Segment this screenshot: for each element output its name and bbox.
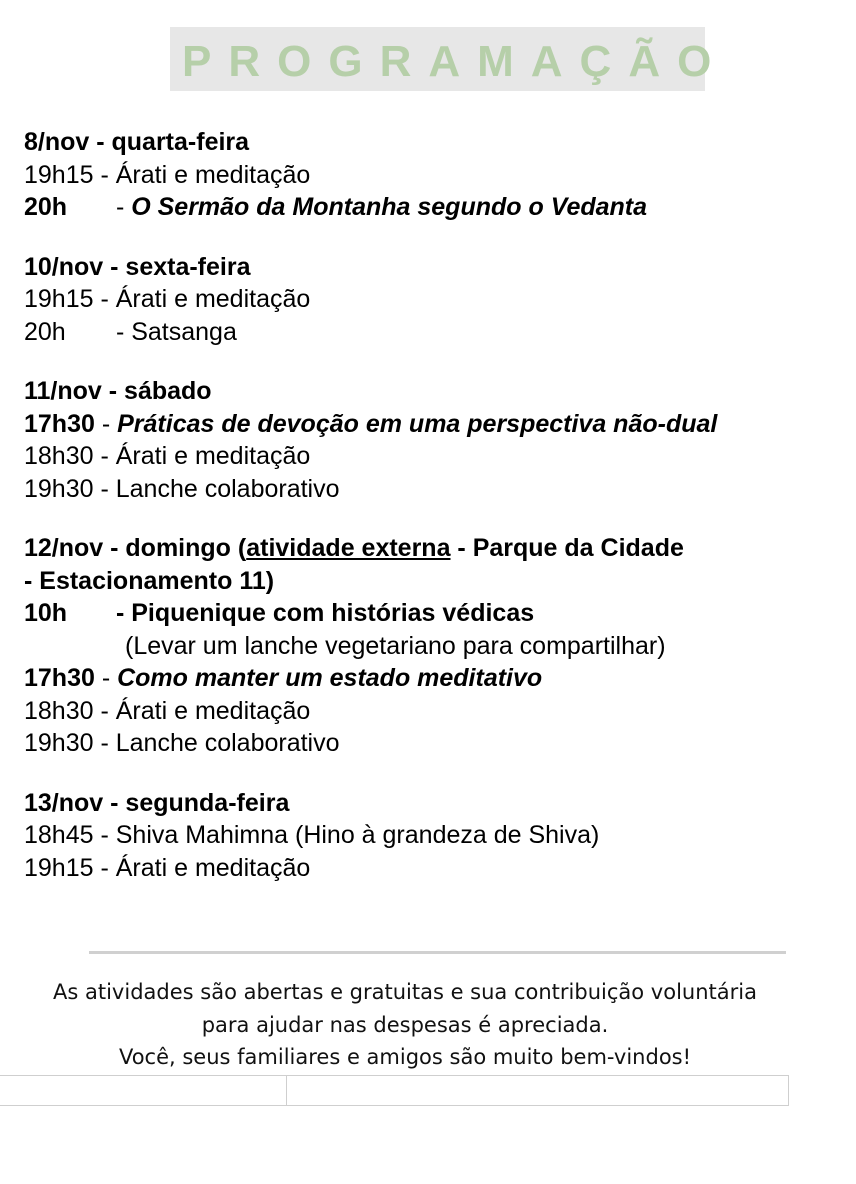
item-text: Árati e meditação: [108, 285, 311, 313]
item-text: Árati e meditação: [108, 696, 311, 725]
schedule-item: [24, 662, 824, 695]
empty-table-row: [0, 1075, 789, 1106]
item-text: Árati e meditação: [108, 853, 311, 882]
item-time: 18h30 -: [24, 442, 109, 470]
item-text: Práticas de devoção em uma perspectiva não-dual: [117, 409, 718, 438]
item-text: Árati e meditação: [108, 160, 311, 189]
day-heading-suffix: - Parque da Cidade: [450, 534, 684, 562]
schedule: [24, 126, 824, 884]
schedule-item: [24, 408, 824, 441]
item-time: 19h15 -: [24, 160, 109, 189]
item-text: Shiva Mahimna (Hino à grandeza de Shiva): [108, 821, 600, 849]
item-text: Como manter um estado meditativo: [117, 664, 543, 692]
day-heading: 8/nov - quarta-feira: [24, 128, 250, 156]
day-heading-prefix: 12/nov - domingo (: [24, 534, 247, 562]
item-time: 17h30: [24, 409, 95, 438]
item-time: 18h30 -: [24, 696, 109, 725]
day-heading-continued: - Estacionamento 11): [24, 566, 275, 595]
item-separator: -: [109, 317, 132, 346]
footer-line: Você, seus familiares e amigos são muito bem-vindos!: [118, 1045, 692, 1069]
schedule-item: [24, 852, 824, 885]
item-text: Lanche colaborativo: [108, 474, 340, 503]
title-banner: [170, 27, 729, 91]
item-separator: -: [109, 193, 132, 221]
table-cell-divider: [286, 1076, 287, 1105]
footer-note: [0, 976, 810, 1074]
item-time: 20h: [24, 193, 68, 221]
item-text: Piquenique com histórias védicas: [131, 599, 535, 627]
item-time: 19h15 -: [24, 285, 109, 313]
item-text: Lanche colaborativo: [108, 729, 340, 757]
schedule-item: [24, 727, 824, 760]
schedule-item: [24, 473, 824, 506]
day-heading: 10/nov - sexta-feira: [24, 252, 251, 281]
external-activity-label: atividade externa: [246, 534, 451, 562]
schedule-item: [24, 440, 824, 473]
item-separator: -: [109, 599, 132, 627]
item-text: O Sermão da Montanha segundo o Vedanta: [131, 193, 648, 221]
schedule-item: [24, 819, 824, 852]
item-time: 10h: [24, 599, 68, 627]
footer-line: As atividades são abertas e gratuitas e sua contribuição voluntária: [53, 980, 757, 1004]
item-time: 20h: [24, 317, 66, 346]
schedule-note: [24, 630, 824, 663]
schedule-item: [24, 159, 824, 192]
item-time: 18h45 -: [24, 821, 109, 849]
note-text: (Levar um lanche vegetariano para compartilhar): [125, 631, 666, 660]
day-heading: 11/nov - sábado: [24, 377, 212, 405]
divider: [89, 951, 786, 954]
item-separator: -: [94, 409, 118, 438]
schedule-item: [24, 283, 824, 316]
item-time: 19h30 -: [24, 729, 109, 757]
page-title: PROGRAMAÇÃO: [182, 37, 729, 86]
item-time: 19h15 -: [24, 853, 109, 882]
schedule-item: [24, 191, 824, 224]
schedule-item: [24, 597, 824, 630]
day-heading: 13/nov - segunda-feira: [24, 788, 290, 817]
item-text: Satsanga: [131, 317, 237, 346]
item-separator: -: [94, 664, 118, 692]
schedule-item: [24, 695, 824, 728]
item-time: 17h30: [24, 664, 95, 692]
item-time: 19h30 -: [24, 474, 109, 503]
day-heading: [24, 532, 824, 565]
schedule-item: [24, 316, 824, 349]
item-text: Árati e meditação: [108, 442, 311, 470]
footer-line: para ajudar nas despesas é apreciada.: [201, 1012, 609, 1037]
